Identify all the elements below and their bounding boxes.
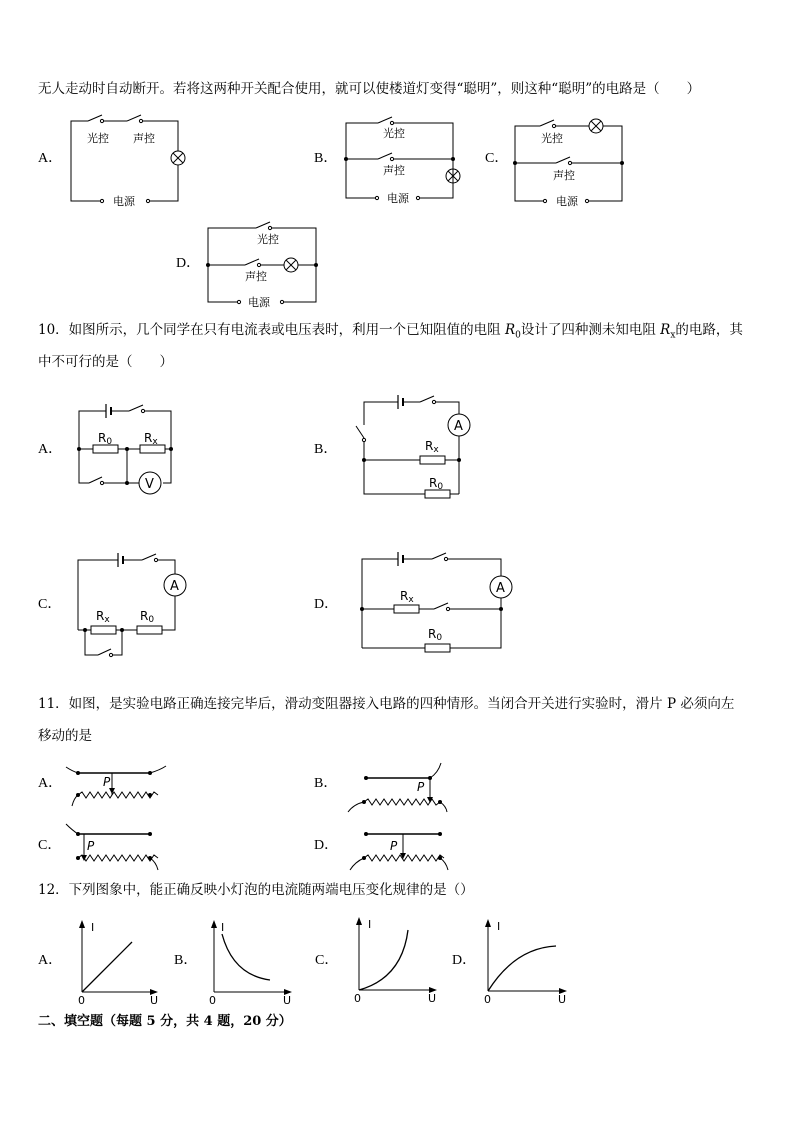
q9-option-d[interactable]: D． <box>176 256 201 271</box>
q9d-power-label: 电源 <box>248 296 270 309</box>
q9-option-c[interactable]: C． <box>485 151 509 166</box>
q10c-r0-label: R0 <box>140 609 155 625</box>
q10c-rx-label: Rx <box>96 609 110 625</box>
q12a-y-axis-label: I <box>91 921 95 934</box>
q11b-slider-label: P <box>417 780 425 794</box>
intro-text: 无人走动时自动断开。若将这两种开关配合使用，就可以使楼道灯变得“聪明”，则这种“聪明”的电路是（ ） <box>38 81 701 97</box>
q10a-voltmeter-label: V <box>145 477 154 492</box>
q9c-sound-label: 声控 <box>553 169 575 182</box>
q12d-x-axis-label: U <box>558 993 567 1006</box>
q12c-x-axis-label: U <box>428 992 437 1005</box>
q10-text-a: 10．如图所示，几个同学在只有电流表或电压表时，利用一个已知阻值的电阻 <box>38 322 505 338</box>
q9a-sound-label: 声控 <box>133 132 155 145</box>
q10-option-d[interactable]: D． <box>314 597 339 612</box>
q9b-light-label: 光控 <box>383 127 405 140</box>
q10-r0-symbol: R <box>504 322 516 338</box>
q9-option-a[interactable]: A． <box>38 151 63 166</box>
q10c-ammeter-label: A <box>170 579 179 594</box>
q11-option-a[interactable]: A． <box>38 776 63 791</box>
q10-rx-sub: x <box>670 330 676 341</box>
q11a-slider-label: P <box>103 775 111 789</box>
q9c-light-label: 光控 <box>541 132 563 145</box>
q10d-r0-label: R0 <box>428 627 443 643</box>
q11d-slider-label: P <box>390 839 398 853</box>
q12d-y-axis-label: I <box>497 920 501 933</box>
q12b-origin-label: 0 <box>209 994 216 1007</box>
q12a-origin-label: 0 <box>78 994 85 1007</box>
q9-option-b[interactable]: B． <box>314 151 338 166</box>
q12b-x-axis-label: U <box>283 994 292 1007</box>
q10-option-b[interactable]: B． <box>314 442 338 457</box>
q12-option-a[interactable]: A． <box>38 953 63 968</box>
q12b-y-axis-label: I <box>221 921 225 934</box>
q10-r0-sub: 0 <box>515 330 521 341</box>
q9a-power-label: 电源 <box>113 195 135 208</box>
q12-option-c[interactable]: C． <box>315 953 339 968</box>
q12a-x-axis-label: U <box>150 994 159 1007</box>
q9d-sound-label: 声控 <box>245 270 267 283</box>
q10-option-c[interactable]: C． <box>38 597 62 612</box>
q12c-origin-label: 0 <box>354 992 361 1005</box>
q12-option-d[interactable]: D． <box>452 953 477 968</box>
q10-question-line2: 中不可行的是（ ） <box>38 354 173 370</box>
q9c-power-label: 电源 <box>556 195 578 208</box>
q10d-ammeter-label: A <box>496 581 505 596</box>
q10-text-c: 的电路，其 <box>675 322 743 338</box>
q10a-rx-label: Rx <box>144 431 158 447</box>
q9b-power-label: 电源 <box>387 192 409 205</box>
q9b-sound-label: 声控 <box>383 164 405 177</box>
q11-question-line2: 移动的是 <box>38 728 92 744</box>
q10b-r0-label: R0 <box>429 476 444 492</box>
q12c-y-axis-label: I <box>368 918 372 931</box>
q9a-light-label: 光控 <box>87 132 109 145</box>
q10-option-a[interactable]: A． <box>38 442 63 457</box>
q10a-r0-label: R0 <box>98 431 113 447</box>
q9d-light-label: 光控 <box>257 233 279 246</box>
q10b-rx-label: Rx <box>425 439 439 455</box>
q11-question-line1: 11．如图，是实验电路正确连接完毕后，滑动变阻器接入电路的四种情形。当闭合开关进行实验时，滑片 P 必须向左 <box>38 696 735 712</box>
q11-option-c[interactable]: C． <box>38 838 62 853</box>
q10b-ammeter-label: A <box>454 419 463 434</box>
q11-option-b[interactable]: B． <box>314 776 338 791</box>
q12-option-b[interactable]: B． <box>174 953 198 968</box>
q12-question: 12．下列图象中，能正确反映小灯泡的电流随两端电压变化规律的是（） <box>38 882 474 898</box>
section-2-heading: 二、填空题（每题 5 分，共 4 题，20 分） <box>38 1014 292 1029</box>
q11-option-d[interactable]: D． <box>314 838 339 853</box>
q10d-rx-label: Rx <box>400 589 414 605</box>
q10-rx-symbol: R <box>660 322 671 338</box>
q11c-slider-label: P <box>87 839 95 853</box>
q12d-origin-label: 0 <box>484 993 491 1006</box>
q10-text-b: 设计了四种测未知电阻 <box>520 322 661 338</box>
